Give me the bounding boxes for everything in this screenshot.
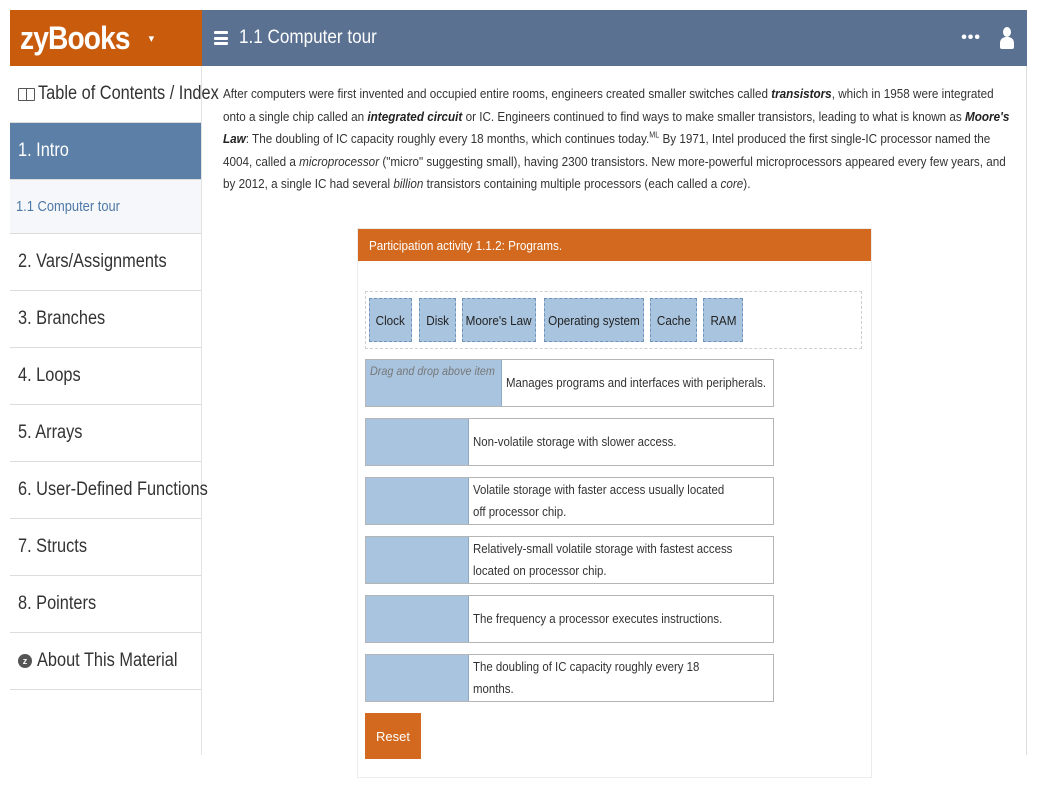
app-window [10,10,1027,755]
paragraph-text: After computers were first invented and occupied entire rooms, engineers created smaller switches called [223,86,772,101]
term-chip-label: Moore's Law [466,312,532,328]
sidebar-item-about-this-material[interactable] [10,633,201,690]
ml-reference[interactable]: ML [649,130,660,140]
term-chip-disk[interactable] [419,298,456,342]
sidebar-item-label: About This Material [37,650,178,671]
main-content [202,66,1027,755]
paragraph-text: ). [743,176,751,191]
sidebar-item-structs[interactable] [10,519,201,576]
term-microprocessor: microprocessor [299,153,380,169]
match-row [365,418,774,466]
book-icon [18,88,35,101]
sidebar-item-label: 2. Vars/Assignments [18,251,167,272]
term-integrated-circuit: integrated circuit [367,108,463,124]
sidebar-item-computer-tour[interactable] [10,180,201,234]
match-row [365,536,774,584]
page-title: 1.1 Computer tour [239,27,377,48]
definition-text: Non-volatile storage with slower access. [473,434,677,449]
term-transistors: transistors [771,86,832,101]
term-chip-cache[interactable] [650,298,697,342]
paragraph-text: or IC. Engineers continued to find ways to make smaller transistors, leading to what is known as [462,108,966,124]
sidebar-item-intro[interactable] [10,123,201,180]
sidebar-item-branches[interactable] [10,291,201,348]
user-account-icon[interactable] [999,27,1015,49]
definition-text: The doubling of IC capacity roughly every 18 months. [473,659,700,696]
reset-button[interactable]: Reset [365,713,421,759]
top-bar-actions [961,10,1015,66]
drop-zone[interactable] [366,596,469,642]
match-row [365,359,774,407]
activity-title: Participation activity 1.1.2: Programs. [369,237,563,253]
drop-zone[interactable] [366,655,469,701]
drop-zone[interactable] [366,419,469,465]
term-chip-operating-system[interactable] [544,298,644,342]
term-chip-label: Cache [656,312,691,328]
sidebar-item-label: Table of Contents / Index [38,83,219,104]
caret-down-icon: ▾ [148,32,155,45]
sidebar-item-label: 1.1 Computer tour [16,198,120,215]
sidebar-item-label: 4. Loops [18,365,81,386]
term-core: core [720,176,744,191]
match-row [365,654,774,702]
paragraph-text: ("micro" suggesting small), having 2300 transistors. New more-powerful microprocessors appeared every few years, and by 2012, a single IC had several [223,153,1006,191]
sidebar-item-label: 7. Structs [18,536,88,557]
match-row [365,477,774,525]
term-chip-label: RAM [709,312,736,328]
term-chip-ram[interactable] [703,298,743,342]
sidebar-item-pointers[interactable] [10,576,201,633]
sidebar-item-label: 5. Arrays [18,422,83,443]
sidebar-item-label: 8. Pointers [18,593,97,614]
definition [469,478,773,524]
definition-text: The frequency a processor executes instructions. [473,611,723,626]
drop-zone[interactable] [366,360,502,406]
match-row [365,595,774,643]
term-chip-label: Operating system [548,312,640,328]
participation-activity [357,228,872,778]
sidebar-item-table-of-contents[interactable] [10,66,219,123]
zybooks-logo-menu[interactable] [10,10,202,66]
more-options-icon[interactable]: ••• [961,29,981,46]
sidebar-item-arrays[interactable] [10,405,201,462]
paragraph-text: : The doubling of IC capacity roughly every 18 months, which continues today. [245,131,650,146]
paragraph-text: transistors containing multiple processors (each called a [423,176,721,191]
drop-zone[interactable] [366,537,469,583]
definition-text: Relatively-small volatile storage with fastest access located on processor chip. [473,541,733,578]
sidebar-item-label: 3. Branches [18,308,106,329]
hamburger-menu-icon[interactable] [214,31,228,45]
term-chip-label: Clock [375,312,406,328]
definition [469,596,773,642]
term-chip-label: Disk [426,312,449,328]
term-billion: billion [393,176,424,191]
term-bank [365,291,862,349]
definition-text: Manages programs and interfaces with peripherals. [506,375,767,390]
drop-zone[interactable] [366,478,469,524]
definition-text: Volatile storage with faster access usually located off processor chip. [473,482,725,519]
definition [469,419,773,465]
intro-paragraph [223,83,1015,196]
paragraph-text: , which in 1958 were integrated onto a single chip called an [223,86,994,124]
sidebar-item-label: 6. User-Defined Functions [18,479,208,500]
top-bar [202,10,1027,66]
term-chip-clock[interactable] [369,298,412,342]
paragraph-text: By 1971, Intel produced the first single-IC processor named the 4004, called a [223,131,991,169]
zybooks-logo: zyBooks [20,19,130,56]
sidebar [10,66,219,755]
activity-header [358,229,871,261]
definition [502,360,806,406]
term-moores-law: Moore's Law [223,108,1010,146]
drop-hint: Drag and drop above item [370,364,495,378]
sidebar-item-vars-assignments[interactable] [10,234,201,291]
zybooks-badge-icon: z [18,654,32,668]
sidebar-item-label: 1. Intro [18,140,69,161]
term-chip-moores-law[interactable] [462,298,536,342]
sidebar-item-user-defined-functions[interactable] [10,462,208,519]
definition [469,537,773,583]
sidebar-item-loops[interactable] [10,348,201,405]
definition [469,655,773,701]
